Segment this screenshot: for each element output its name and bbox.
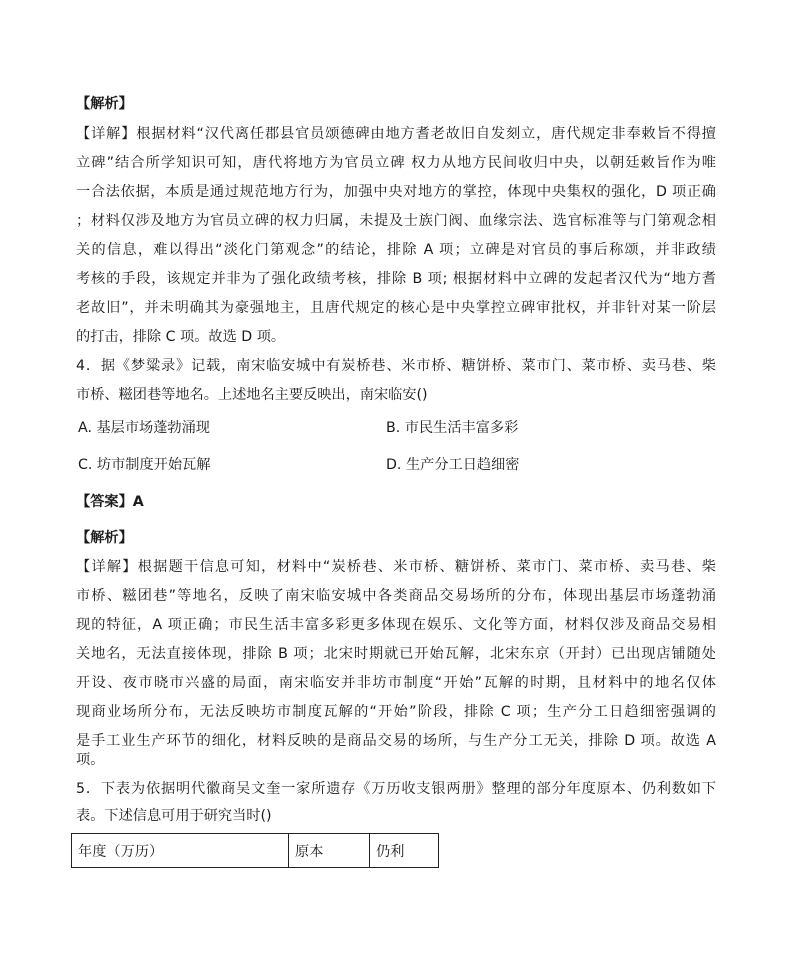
table-header-cell: 原本 [289, 834, 370, 868]
question-5-stem: 表。下述信息可用于研究当时() [76, 808, 272, 824]
answer-line [76, 492, 144, 512]
analysis-heading: 【解析】 [76, 96, 133, 112]
option-a: A. 基层市场蓬勃涌现 [78, 420, 210, 436]
analysis-line: 【详解】根据材料“汉代离任郡县官员颂德碑由地方耆老故旧自发刻立，唐代规定非奉敕旨不得擅 [76, 126, 716, 142]
question-5-stem: 5．下表为依据明代徽商吴文奎一家所遗存《万历收支银两册》整理的部分年度原本、仍利数如下 [76, 781, 716, 797]
analysis-heading: 【解析】 [76, 530, 133, 546]
question-4-stem: 市桥、糍团巷等地名。上述地名主要反映出，南宋临安() [76, 387, 428, 403]
analysis-line: 项。 [76, 752, 105, 768]
answer-label: 【答案】 [76, 494, 133, 510]
table-header-cell: 年度（万历） [72, 834, 289, 868]
table-header-cell: 仍利 [370, 834, 439, 868]
table-header-row [72, 834, 439, 868]
analysis-line: 现的特征，A 项正确；市民生活丰富多彩更多体现在娱乐、文化等方面，材料仅涉及商品交易相 [76, 617, 716, 633]
analysis-line: 现商业场所分布，无法反映坊市制度瓦解的“开始”阶段，排除 C 项；生产分工日趋细密强调的 [76, 704, 716, 720]
analysis-line: 是手工业生产环节的细化，材料反映的是商品交易的场所，与生产分工无关，排除 D 项。故选 A [76, 733, 716, 749]
analysis-line: 市桥、糍团巷”等地名，反映了南宋临安城中各类商品交易场所的分布，体现出基层市场蓬勃涌 [76, 588, 716, 604]
analysis-line: ；材料仅涉及地方为官员立碑的权力归属，未提及士族门阀、血缘宗法、选官标准等与门第观念相 [76, 213, 716, 229]
analysis-line: 开设、夜市晓市兴盛的局面，南宋临安并非坊市制度“开始”瓦解的时期，且材料中的地名仅体 [76, 675, 716, 691]
analysis-line: 【详解】根据题干信息可知，材料中“炭桥巷、米市桥、糖饼桥、菜市门、菜市桥、卖马巷、柴 [76, 559, 716, 575]
option-d: D. 生产分工日趋细密 [386, 457, 520, 473]
analysis-line: 一合法依据，本质是通过规范地方行为，加强中央对地方的掌控，体现中央集权的强化，D 项正确 [76, 184, 716, 200]
analysis-line: 关的信息，难以得出“淡化门第观念”的结论，排除 A 项；立碑是对官员的事后称颂，并非政绩 [76, 242, 716, 258]
answer-value: A [132, 494, 144, 510]
question-4-stem: 4．据《梦粱录》记载，南宋临安城中有炭桥巷、米市桥、糖饼桥、菜市门、菜市桥、卖马巷、柴 [76, 358, 716, 374]
option-b: B. 市民生活丰富多彩 [386, 420, 519, 436]
analysis-line: 立碑”结合所学知识可知，唐代将地方为官员立碑 权力从地方民间收归中央，以朝廷敕旨作为唯 [76, 155, 716, 171]
option-c: C. 坊市制度开始瓦解 [78, 457, 211, 473]
data-table [71, 833, 439, 868]
analysis-line: 老故旧”，并未明确其为豪强地主，且唐代规定的核心是中央掌控立碑审批权，并非针对某一阶层 [76, 300, 716, 316]
analysis-line: 考核的手段，该规定并非为了强化政绩考核，排除 B 项; 根据材料中立碑的发起者汉代为“地方耆 [76, 271, 716, 287]
analysis-line: 关地名，无法直接体现，排除 B 项；北宋时期就已开始瓦解，北宋东京（开封）已出现店铺随处 [76, 646, 716, 662]
analysis-line: 的打击，排除 C 项。故选 D 项。 [76, 329, 286, 345]
